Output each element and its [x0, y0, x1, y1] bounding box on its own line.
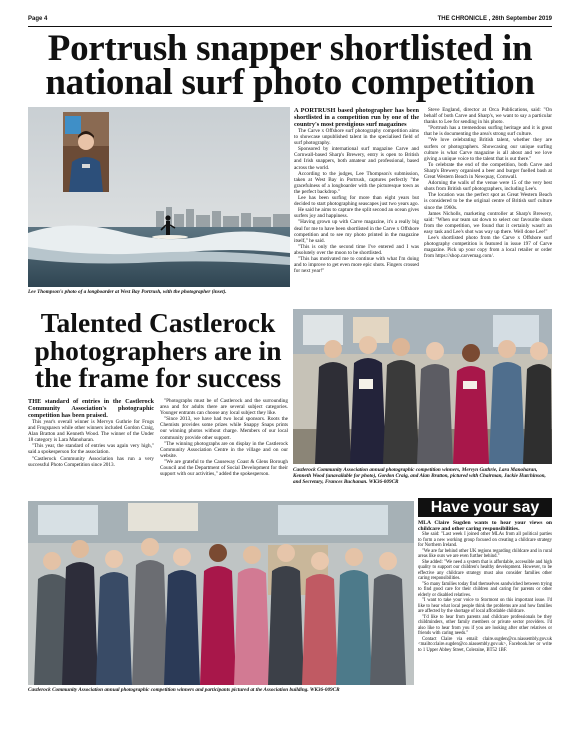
story2-column-2 — [160, 398, 288, 496]
story2-paragraph: "Photographs must be of Castlerock and the surrounding area and for adults there are several subject categories. Younger entrants can choose any local subject they like. — [160, 398, 288, 417]
headline-castlerock: Talented Castlerock photographers are in the frame for success — [34, 307, 282, 393]
story1-paragraph: The location was the perfect spot as Great Western Beach is considered to be the original centre of British surf culture since the 1960s. — [424, 192, 552, 211]
story3-paragraph: She said: "Last week I joined other MLAs from all political parties to form a new working group focused on creating a childcare strategy for Northern Ireland. — [418, 532, 552, 549]
winners-photo-image — [293, 309, 552, 464]
story1-paragraph: "This is only the second time I've entered and I was absolutely over the moon to be shortlisted. — [294, 243, 419, 256]
story1-lead: A PORTRUSH based photographer has been shortlisted in a competition run by one of the country's most prestigious surf magazines — [294, 107, 419, 128]
participants-photo-caption: Castlerock Community Association annual photographic competition winners and participants pictured at the Association building. WK36-009CR — [28, 687, 340, 693]
participants-photo-image — [28, 501, 414, 685]
story3-paragraph: Contact Claire via email: claire.sugden@co.niassembly.gov.uk <mailto:claire.sugden@co.niassembly.gov.uk>, Facebook.her or write to 1 Upper Abbey Street, Coleraine, BT52 1BF. — [418, 636, 552, 653]
header-rule — [28, 26, 552, 27]
story3-paragraph: "We are far behind other UK regions regarding childcare and in rural areas like ours we are even further behind." — [418, 548, 552, 560]
story2-paragraph: "Since 2013, we have had two local sponsors. Roots the Chemists provides some prizes while Snappy Snaps prints our winning photos without charge. Members of our local community provide other support. — [160, 416, 288, 441]
story1-paragraph: To celebrate the end of the competition, both Carve and Sharp's Brewery organised a beer and burger fuelled bash at Great Western Beach in Newquay, Cornwall. — [424, 161, 552, 181]
story1-paragraph: Adorning the walls of the venue were 15 of the very best shots from British surf photographers, including Lee's. — [424, 180, 552, 193]
story1-paragraph: The Carve x Offshore surf photography competition aims to showcase unpublished talent in the specialised field of surf photography. — [294, 128, 419, 147]
story2-lead: THE standard of entries in the Castlerock Community Association's photographic competition has been praised. — [28, 398, 154, 419]
story1-paragraph: He said he aims to capture the split second an ocean gives surfers joy and happiness. — [294, 207, 419, 220]
paper-dateline: THE CHRONICLE , 26th September 2019 — [437, 16, 552, 22]
participants-photo — [28, 501, 414, 685]
story1-paragraph: Lee has been surfing for more than eight years but decided to start photographing seascapes just two years ago. — [294, 195, 419, 208]
story2-paragraph: "Castlerock Community Association has run a very successful Photo Competition since 2013. — [28, 455, 154, 468]
story2-column-1 — [28, 398, 154, 496]
story1-paragraph: Sponsored by international surf magazine Carve and Cornwall-based Sharp's Brewery, entry is open to British and Irish snappers, both amateur and professional, based across the world. — [294, 146, 419, 171]
story2-paragraph: "This year, the standard of entries was again very high," said a spokesperson for the association. — [28, 443, 154, 456]
story3-paragraph: "I'd like to hear from parents and childcare professionals be they childminders, other family members or private sector providers. I'd also like to hear from you if you are looking after other relatives or friends with caring needs." — [418, 614, 552, 637]
story2-paragraph: This year's overall winner is Mervyn Guthrie for Frogs and Frogspawn while other winners included Gordon Craig, Alan Bratton and Kenneth Wood. The winner of the Under 18 category is Lara Manoharan. — [28, 419, 154, 444]
headline-portrush: Portrush snapper shortlisted in national surf photo competition — [45, 28, 535, 103]
story3-paragraph: "So many families today find themselves sandwiched between trying to find good care for their children and caring for parents or other elderly or disabled relatives. — [418, 581, 552, 598]
story1-column-1 — [294, 107, 419, 303]
story3-paragraph: "I want to take your voice to Stormont on this important issue. I'd like to hear what local people think the problems are and how families are affected by the shortage of local affordable childcare. — [418, 598, 552, 615]
story1-paragraph: "Portrush has a tremendous surfing heritage and it is great that he is documenting the area's strong surf culture. — [424, 125, 552, 138]
story1-paragraph: "This has motivated me to continue with what I'm doing and to improve to get even more epic shots. Fingers crossed for next year!" — [294, 255, 419, 275]
page-header — [28, 14, 552, 26]
story2-paragraph: "The winning photographs are on display in the Castlerock Community Association Centre in the village and on our website. — [160, 440, 288, 459]
story3-column — [418, 520, 552, 715]
story1-paragraph: Steve England, director at Orca Publications, said: "On behalf of both Carve and Sharp's, we want to say a particular thanks to Lee for sending in his photo. — [424, 107, 552, 126]
story1-paragraph: Lee's shortlisted photo from the Carve x Offshore surf photography competition is featured in issue 197 of Carve magazine. Pick up your copy from a local retailer or order from https://shop.carvemag.com/. — [424, 234, 552, 260]
surf-photo-caption: Lee Thompson's photo of a longboarder at West Bay Portrush, with the photographer (inset). — [28, 289, 227, 295]
surf-photo — [28, 107, 290, 287]
page-number: Page 4 — [28, 16, 48, 22]
story3-lead: MLA Claire Sugden wants to hear your views on childcare and other caring responsibilities. — [418, 520, 552, 533]
photographer-inset-photo — [63, 112, 109, 192]
story1-paragraph: James Nicholls, marketing controller at Sharp's Brewery, said: "When our team sat down to select our favourite shots from the competition, we found that it certainly wasn't an easy task and Lee's shot was way up there. Well done Lee!" — [424, 210, 552, 235]
have-your-say-title: Have your say — [430, 499, 540, 516]
story1-paragraph: "We love celebrating British talent, whether they are surfers or photographers. Showcasing our unique surfing culture is what Carve magazine is all about and we love giving a unique voice to the talent that is out there." — [424, 137, 552, 162]
story1-paragraph: According to the judges, Lee Thompson's submission, taken at West Bay in Portrush, captures perfectly "the gracefulness of a longboarder with the picturesque town as the perfect backdrop." — [294, 170, 419, 195]
story1-paragraph: "Having grown up with Carve magazine, it's a really big deal for me to have been shortlisted in the Carve x Offshore competition and to see my photo printed in the magazine itself," he said. — [294, 219, 419, 244]
story3-paragraph: She added: "We need a system that is affordable, accessible and high quality to support our children's healthy development. However, to be effective any childcare strategy must also consider families other caring responsibilities. — [418, 559, 552, 582]
story1-column-2 — [424, 107, 552, 303]
winners-photo-caption: Castlerock Community Association annual photographic competition winners, Mervyn Guthrie, Lara Manoharan, Kenneth Wood (unavailable for photo), Gordon Craig, and Alan Bratton, pictured with Chairman, Jackie Hutchinson, and Secretary, Frances Buchanan. WK36-009CR — [293, 467, 546, 486]
story2-paragraph: "We are grateful to the Causeway Coast & Glens Borough Council and the Department of Social Development for their support with our activities," added the spokesperson. — [160, 458, 288, 478]
winners-photo — [293, 309, 552, 464]
